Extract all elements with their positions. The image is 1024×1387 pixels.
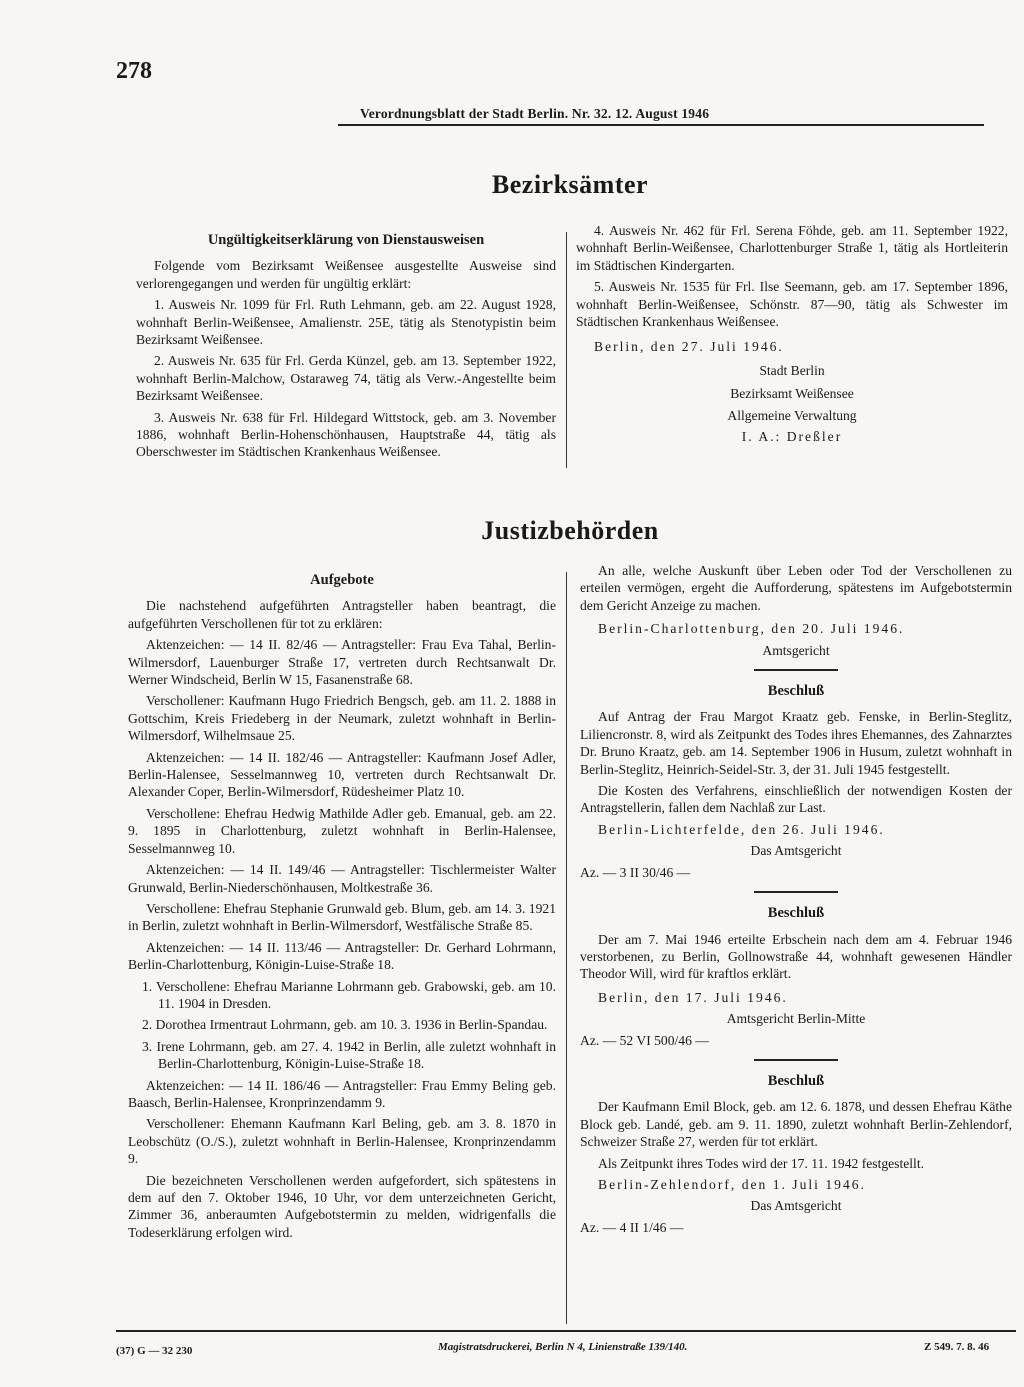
separator-rule (754, 1059, 838, 1061)
aufgebote-para-3: Verschollener: Kaufmann Hugo Friedrich Bengsch, geb. am 11. 2. 1888 in Gottschim, Kreis Friedeberg in der Neumark, zuletzt wohnhaft in Berlin-Wilmersdorf, Wilhelmsaue 25. (128, 693, 556, 744)
aufgebote-para-6: Aktenzeichen: — 14 II. 149/46 — Antragsteller: Tischlermeister Walter Grunwald, Berlin-Niederschönhausen, Moltkestraße 36. (128, 862, 556, 895)
bezirk-sign-dept: Allgemeine Verwaltung (727, 407, 857, 423)
bezirk-item-5: 5. Ausweis Nr. 1535 für Frl. Ilse Seemann, geb. am 17. September 1896, wohnhaft Berlin-Weißensee, Schönstr. 87—90, tätig als Schwester im Städtischen Krankenhaus Weißensee. (576, 279, 1008, 330)
aufgebote-para-5: Verschollene: Ehefrau Hedwig Mathilde Adler geb. Emanual, geb. am 22. 9. 1895 in Charlottenburg, zuletzt wohnhaft in Berlin-Halensee, Sesselmannweg 10. (128, 805, 556, 856)
footer-printer: Magistratsdruckerei, Berlin N 4, Linienstraße 139/140. (438, 1341, 688, 1353)
header-rule (338, 124, 984, 126)
aufgebote-para-7: Verschollene: Ehefrau Stephanie Grunwald geb. Blum, geb. am 14. 3. 1921 in Berlin, zuletzt wohnhaft in Berlin-Wilmersdorf, Westfälische Straße 85. (128, 900, 556, 934)
justiz-right-column (580, 562, 1012, 1240)
beschluss-1-costs: Die Kosten des Verfahrens, einschließlich der notwendigen Kosten der Antragstellerin, fallen dem Nachlaß zur Last. (580, 783, 1012, 816)
justiz-left-column (128, 570, 556, 1245)
section-title-bezirksaemter: Bezirksämter (491, 170, 649, 199)
aufgebote-para-10: Verschollener: Ehemann Kaufmann Karl Beling, geb. am 3. 8. 1870 in Leobschütz (O./S.), zuletzt wohnhaft in Berlin-Halensee, Kronprinzendamm 9. (128, 1116, 556, 1167)
bezirk-left-column (136, 230, 556, 465)
aufforderung-date: Berlin-Charlottenburg, den 20. Juli 1946. (598, 621, 905, 637)
section-title-justizbehoerden: Justizbehörden (481, 516, 659, 545)
beschluss-3-az: Az. — 4 II 1/46 — (580, 1219, 684, 1235)
beschluss-2-sign: Amtsgericht Berlin-Mitte (726, 1011, 866, 1027)
beschluss-1-sign: Das Amtsgericht (750, 843, 842, 859)
separator-rule (754, 669, 838, 671)
bezirk-item-1: 1. Ausweis Nr. 1099 für Frl. Ruth Lehmann, geb. am 22. August 1928, wohnhaft Berlin-Weißensee, Amalienstr. 25E, tätig als Stenotypistin beim Bezirksamt Weißensee. (136, 297, 556, 348)
bezirk-intro: Folgende vom Bezirksamt Weißensee ausgestellte Ausweise sind verlorengegangen und werden für ungültig erklärt: (136, 258, 556, 291)
page-number: 278 (116, 58, 152, 84)
separator-rule (754, 891, 838, 893)
aufgebote-list-1: 1. Verschollene: Ehefrau Marianne Lohrmann geb. Grabowski, geb. am 10. 11. 1904 in Dresden. (142, 978, 556, 1011)
aufforderung-text: An alle, welche Auskunft über Leben oder Tod der Verschollenen zu erteilen vermögen, ergeht die Aufforderung, spätestens im Aufgebotstermin dem Gericht Anzeige zu machen. (580, 563, 1012, 613)
column-divider (566, 232, 567, 468)
bezirk-heading: Ungültigkeitserklärung von Dienstausweisen (207, 232, 485, 248)
beschluss-2-date: Berlin, den 17. Juli 1946. (598, 989, 788, 1005)
beschluss-2-heading: Beschluß (767, 905, 825, 922)
beschluss-3-text: Der Kaufmann Emil Block, geb. am 12. 6. 1878, und dessen Ehefrau Käthe Block geb. Landé, geb. am 9. 11. 1890, zuletzt wohnhaft Berlin-Zehlendorf, Schweizer Straße 27, werden für tot erklärt. (580, 1099, 1012, 1150)
aufgebote-para-2: Aktenzeichen: — 14 II. 82/46 — Antragsteller: Frau Eva Tahal, Berlin-Wilmersdorf, Lauenburger Straße 17, vertreten durch Rechtsanwalt Dr. Werner Windscheid, Berlin W 15, Fasanenstraße 68. (128, 637, 556, 688)
beschluss-3-sign: Das Amtsgericht (750, 1198, 842, 1214)
beschluss-1-az: Az. — 3 II 30/46 — (580, 864, 691, 880)
aufgebote-para-4: Aktenzeichen: — 14 II. 182/46 — Antragsteller: Kaufmann Josef Adler, Berlin-Halensee, Sesselmannweg 10, vertreten durch Rechtsanwalt Dr. Alexander Coper, Berlin-Wilmersdorf, Rüdesheimer Platz 10. (128, 749, 556, 800)
footer-rule (116, 1330, 1016, 1332)
bezirk-sign-office: Bezirksamt Weißensee (730, 386, 854, 402)
aufgebote-para-8: Aktenzeichen: — 14 II. 113/46 — Antragsteller: Dr. Gerhard Lohrmann, Berlin-Charlottenburg, Königin-Luise-Straße 18. (128, 939, 556, 973)
beschluss-2-az: Az. — 52 VI 500/46 — (580, 1032, 709, 1048)
beschluss-3-date: Berlin-Zehlendorf, den 1. Juli 1946. (598, 1176, 866, 1192)
footer-left: (37) G — 32 230 (116, 1345, 193, 1357)
aufgebote-para-11: Die bezeichneten Verschollenen werden aufgefordert, sich spätestens in dem auf den 7. Oktober 1946, 10 Uhr, vor dem unterzeichneten Gericht, Zimmer 36, anberaumten Aufgebotstermin zu melden, widrigenfalls die Todeserklärung erfolgen wird. (128, 1172, 556, 1240)
bezirk-signature: I. A.: Dreßler (741, 429, 843, 445)
bezirk-date: Berlin, den 27. Juli 1946. (594, 339, 784, 355)
aufgebote-heading: Aufgebote (310, 572, 374, 588)
aufgebote-para-9: Aktenzeichen: — 14 II. 186/46 — Antragsteller: Frau Emmy Beling geb. Baasch, Berlin-Halensee, Kronprinzendamm 9. (128, 1077, 556, 1110)
aufforderung-sign: Amtsgericht (762, 642, 830, 658)
aufgebote-list-3: 3. Irene Lohrmann, geb. am 27. 4. 1942 in Berlin, alle zuletzt wohnhaft in Berlin-Charlottenburg, Königin-Luise-Straße 18. (142, 1038, 556, 1072)
beschluss-3-heading: Beschluß (767, 1072, 825, 1089)
beschluss-3-date-of-death: Als Zeitpunkt ihres Todes wird der 17. 11. 1942 festgestellt. (598, 1155, 925, 1171)
aufgebote-list-2: 2. Dorothea Irmentraut Lohrmann, geb. am 10. 3. 1936 in Berlin-Spandau. (142, 1017, 548, 1033)
running-title: Verordnungsblatt der Stadt Berlin. Nr. 32. 12. August 1946 (360, 106, 710, 121)
bezirk-sign-city: Stadt Berlin (759, 362, 825, 378)
bezirk-item-4: 4. Ausweis Nr. 462 für Frl. Serena Föhde, geb. am 11. September 1922, wohnhaft Berlin-Weißensee, Charlottenburger Straße 1, tätig als Hortleiterin im Städtischen Kindergarten. (576, 223, 1008, 273)
beschluss-2-text: Der am 7. Mai 1946 erteilte Erbschein nach dem am 4. Februar 1946 verstorbenen, zu Berlin, Gollnowstraße 44, wohnhaft gewesenen Händler Theodor Will, wird für kraftlos erklärt. (580, 931, 1012, 982)
beschluss-1-heading: Beschluß (767, 683, 825, 700)
aufgebote-para-1: Die nachstehend aufgeführten Antragsteller haben beantragt, die aufgeführten Verschollenen für tot zu erklären: (128, 598, 556, 631)
beschluss-1-date: Berlin-Lichterfelde, den 26. Juli 1946. (598, 821, 885, 837)
beschluss-1-text: Auf Antrag der Frau Margot Kraatz geb. Fenske, in Berlin-Steglitz, Liliencronstr. 8, wird als Zeitpunkt des Todes ihres Ehemannes, des Zahnarztes Dr. Bruno Kraatz, geb. am 14. September 1906 in Husum, zuletzt wohnhaft in Berlin-Steglitz, Heinrich-Seidel-Str. 3, der 31. Juli 1945 festgestellt. (580, 709, 1012, 777)
bezirk-item-3: 3. Ausweis Nr. 638 für Frl. Hildegard Wittstock, geb. am 3. November 1886, wohnhaft Berlin-Hohenschönhausen, Hauptstraße 44, tätig als Oberschwester im Städtischen Krankenhaus Weißensee. (136, 409, 556, 460)
column-divider (566, 572, 567, 1324)
bezirk-item-2: 2. Ausweis Nr. 635 für Frl. Gerda Künzel, geb. am 13. September 1922, wohnhaft Berlin-Malchow, Ostaraweg 74, tätig als Verw.-Angestellte beim Bezirksamt Weißensee. (136, 353, 556, 404)
bezirk-right-column (576, 222, 1008, 449)
footer-right: Z 549. 7. 8. 46 (924, 1341, 990, 1353)
